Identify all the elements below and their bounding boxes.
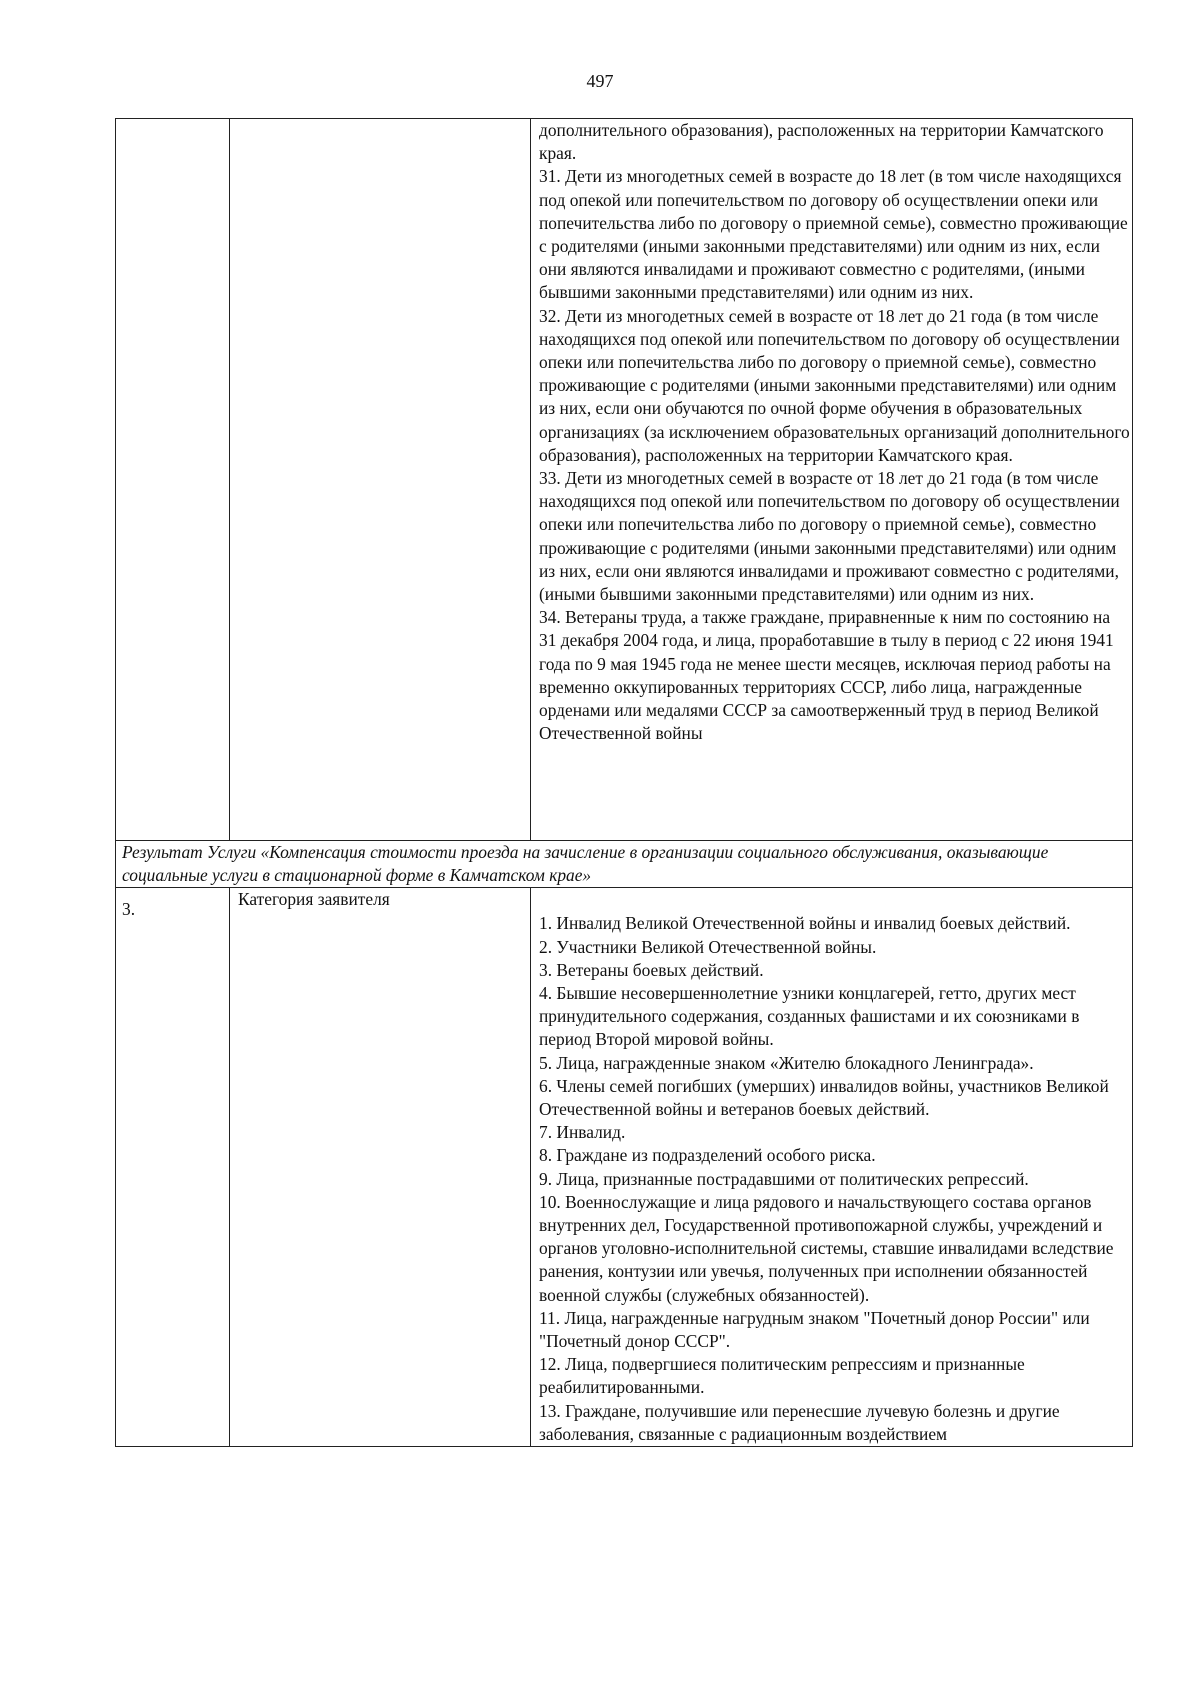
- result-heading: Результат Услуги «Компенсация стоимости проезда на зачисление в организации социального обслуживания, оказывающие социальные услуги в стационарной форме в Камчатском крае»: [116, 841, 1133, 888]
- list-item: 32. Дети из многодетных семей в возрасте от 18 лет до 21 года (в том числе находящихся под опекой или попечительством по договору об осуществлении опеки или попечительства либо по договору о приемной семье), совместно проживающие с родителями (иными законными представителями) или одним из них, если они обучаются по очной форме обучения в образовательных организациях (за исключением образовательных организаций дополнительного образования), расположенных на территории Камчатского края.: [539, 305, 1130, 465]
- list-item: 11. Лица, награжденные нагрудным знаком "Почетный донор России" или "Почетный донор СССР".: [539, 1307, 1090, 1352]
- category-table: [115, 118, 1133, 1447]
- list-item: 9. Лица, признанные пострадавшими от политических репрессий.: [539, 1168, 1029, 1189]
- list-item: дополнительного образования), расположенных на территории Камчатского края.: [539, 120, 1104, 164]
- list-item: 8. Граждане из подразделений особого риска.: [539, 1145, 876, 1166]
- table-row-3: [116, 888, 1133, 1447]
- list-item: 1. Инвалид Великой Отечественной войны и инвалид боевых действий.: [539, 913, 1071, 934]
- list-item: 13. Граждане, получившие или перенесшие лучевую болезнь и другие заболевания, связанные с радиационным воздействием: [539, 1400, 1060, 1444]
- list-item: 5. Лица, награжденные знаком «Жителю блокадного Ленинграда».: [539, 1052, 1034, 1073]
- cell-category-empty: [230, 119, 531, 841]
- list-item: 31. Дети из многодетных семей в возрасте до 18 лет (в том числе находящихся под опекой или попечительством по договору об осуществлении опеки или попечительства либо по договору о приемной семье), совместно проживающие с родителями (иными законными представителями) или одним из них, если они являются инвалидами и проживают совместно с родителями, (иными бывшими законными представителями) или одним из них.: [539, 166, 1128, 303]
- list-item: 7. Инвалид.: [539, 1122, 626, 1143]
- category-label: Категория заявителя: [230, 888, 531, 1447]
- list-item: 12. Лица, подвергшиеся политическим репрессиям и признанные реабилитированными.: [539, 1354, 1025, 1398]
- list-item: 2. Участники Великой Отечественной войны.: [539, 936, 877, 957]
- row-number: 3.: [116, 888, 230, 1447]
- table-row-result-heading: [116, 841, 1133, 888]
- page-number: 497: [586, 71, 614, 91]
- cell-number-empty: [116, 119, 230, 841]
- list-item: 6. Члены семей погибших (умерших) инвалидов войны, участников Великой Отечественной войны и ветеранов боевых действий.: [539, 1075, 1109, 1120]
- cell-category-list: [531, 888, 1133, 1447]
- list-item: 3. Ветераны боевых действий.: [539, 959, 764, 980]
- list-item: 34. Ветераны труда, а также граждане, приравненные к ним по состоянию на 31 декабря 2004 года, и лица, проработавшие в тылу в период с 22 июня 1941 года по 9 мая 1945 года не менее шести месяцев, исключая период работы на временно оккупированных территориях СССР, либо лица, награжденные орденами или медалями СССР за самоотверженный труд в период Великой Отечественной войны: [539, 607, 1114, 744]
- cell-continuation-list: [531, 119, 1133, 841]
- list-item: 4. Бывшие несовершеннолетние узники концлагерей, гетто, других мест принудительного содержания, созданных фашистами и их союзниками в период Второй мировой войны.: [539, 983, 1080, 1050]
- list-item: 33. Дети из многодетных семей в возрасте от 18 лет до 21 года (в том числе находящихся под опекой или попечительством по договору об осуществлении опеки или попечительства либо по договору о приемной семье), совместно проживающие с родителями (иными законными представителями) или одним из них, если они являются инвалидами и проживают совместно с родителями, (иными бывшими законными представителями) или одним из них.: [539, 468, 1120, 605]
- list-item: 10. Военнослужащие и лица рядового и начальствующего состава органов внутренних дел, Государственной противопожарной службы, учреждений и органов уголовно-исполнительной системы, ставшие инвалидами вследствие ранения, контузии или увечья, полученных при исполнении обязанностей военной службы (служебных обязанностей).: [539, 1191, 1114, 1305]
- table-row-continuation: [116, 119, 1133, 841]
